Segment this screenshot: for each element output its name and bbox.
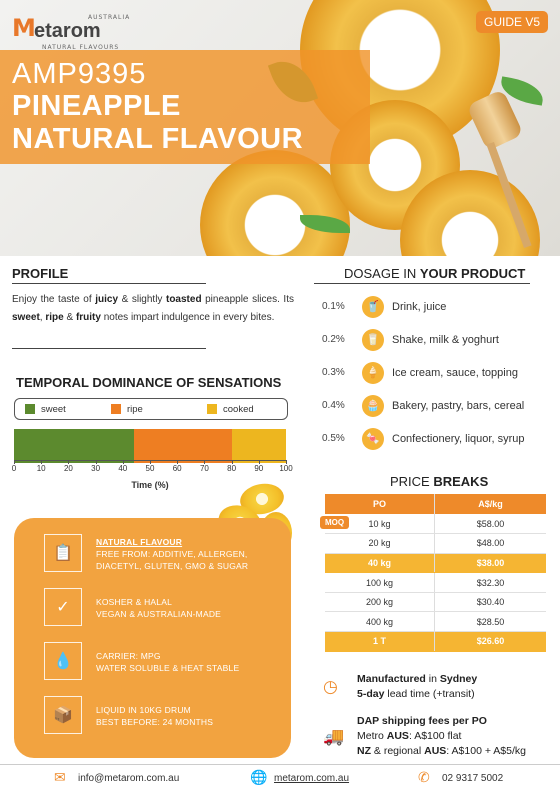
footer-rule	[0, 764, 560, 765]
product-code: AMP9395	[12, 58, 147, 90]
tds-x-tick-label: 70	[199, 464, 209, 473]
manufacture-info: Manufactured in Sydney 5-day lead time (+transit)	[357, 673, 478, 700]
feature-line: WATER SOLUBLE & HEAT STABLE	[96, 663, 240, 673]
product-title: PINEAPPLE NATURAL FLAVOUR	[12, 90, 304, 155]
price-row	[325, 632, 546, 652]
price-row	[325, 553, 546, 573]
website-link[interactable]: metarom.com.au	[274, 773, 350, 784]
feature-line: KOSHER & HALAL	[96, 597, 173, 607]
profile-heading: PROFILE	[12, 266, 69, 281]
dosage-label: Shake, milk & yoghurt	[392, 334, 499, 346]
package-icon: 📦	[44, 696, 82, 734]
profile-text	[12, 291, 294, 326]
price-value: $26.60	[435, 632, 547, 652]
price-row	[325, 592, 546, 612]
cupcake-icon: 🧁	[362, 395, 384, 417]
legend-label-ripe: ripe	[127, 404, 143, 415]
price-value: $58.00	[435, 514, 547, 534]
profile-text-segment: &	[63, 311, 76, 323]
price-po: 200 kg	[325, 592, 435, 612]
candy-icon: 🍬	[362, 428, 384, 450]
tds-x-tick-label: 40	[118, 464, 128, 473]
price-value: $38.00	[435, 553, 547, 573]
tds-x-tick-label: 20	[63, 464, 73, 473]
tds-x-tick-label: 10	[36, 464, 46, 473]
tds-bar-ripe	[134, 429, 232, 463]
price-row	[325, 573, 546, 593]
price-po: 400 kg	[325, 612, 435, 632]
checkmark-icon: ✓	[44, 588, 82, 626]
feature-line: DIACETYL, GLUTEN, GMO & SUGAR	[96, 561, 249, 571]
metarom-logo: M etarom AUSTRALIA NATURAL FLAVOURS	[12, 14, 131, 51]
tds-legend	[14, 398, 288, 420]
tds-x-axis	[14, 460, 286, 461]
dosage-row	[322, 296, 552, 320]
dosage-percent: 0.3%	[322, 367, 345, 378]
profile-text-segment: fruity	[75, 311, 101, 323]
tds-x-tick-label: 60	[172, 464, 182, 473]
tds-x-tick-label: 90	[254, 464, 264, 473]
profile-text-segment: pineapple slices. Its	[201, 294, 294, 305]
legend-label-cooked: cooked	[223, 404, 254, 415]
shipping-info: DAP shipping fees per PO Metro AUS: A$100 flat NZ & regional AUS: A$100 + A$5/kg	[357, 715, 526, 757]
dosage-label: Bakery, pastry, bars, cereal	[392, 400, 525, 412]
truck-icon: 🚚	[323, 727, 345, 747]
dosage-row	[322, 395, 552, 419]
profile-text-segment: Enjoy the taste of	[12, 294, 96, 305]
feature-heading: NATURAL FLAVOUR	[96, 537, 183, 547]
profile-text-segment: & slightly	[118, 294, 166, 305]
dosage-percent: 0.1%	[322, 301, 345, 312]
dosage-label: Confectionery, liquor, syrup	[392, 433, 525, 445]
feature-text	[96, 650, 239, 674]
profile-text-segment: sweet	[12, 311, 40, 323]
price-table	[325, 494, 546, 652]
dosage-percent: 0.5%	[322, 433, 345, 444]
tds-x-tick-label: 100	[279, 464, 293, 473]
legend-label-sweet: sweet	[41, 404, 66, 415]
dosage-heading: DOSAGE IN YOUR PRODUCT	[344, 266, 526, 281]
legend-swatch-cooked	[207, 404, 217, 414]
profile-text-segment: toasted	[165, 294, 202, 305]
tds-heading: TEMPORAL DOMINANCE OF SENSATIONS	[16, 375, 282, 390]
profile-text-segment: notes impart indulgence in every bites.	[100, 311, 275, 323]
dosage-row	[322, 329, 552, 353]
tds-x-tick-label: 80	[227, 464, 237, 473]
price-value: $48.00	[435, 534, 547, 554]
price-table-header	[325, 494, 546, 514]
profile-text-segment: ,	[39, 311, 46, 323]
profile-rule	[12, 283, 206, 284]
feature-line: FREE FROM: ADDITIVE, ALLERGEN,	[96, 549, 248, 559]
price-row	[325, 612, 546, 632]
legend-swatch-ripe	[111, 404, 121, 414]
price-po: 20 kg	[325, 534, 435, 554]
tds-x-tick-label: 30	[91, 464, 101, 473]
profile-text-segment: ripe	[45, 311, 64, 323]
price-po: 10 kg	[325, 514, 435, 534]
email-icon: ✉	[54, 770, 66, 786]
globe-icon: 🌐	[250, 770, 268, 786]
guide-version-badge: GUIDE V5	[476, 11, 548, 33]
price-po: 100 kg	[325, 573, 435, 593]
cup-icon: 🥤	[362, 296, 384, 318]
feature-line: VEGAN & AUSTRALIAN-MADE	[96, 609, 222, 619]
tds-bar-sweet	[14, 429, 134, 463]
dosage-percent: 0.4%	[322, 400, 345, 411]
price-po: 1 T	[325, 632, 435, 652]
clock-icon: ◷	[323, 677, 338, 697]
price-value: $32.30	[435, 573, 547, 593]
dosage-percent: 0.2%	[322, 334, 345, 345]
phone-number: 02 9317 5002	[442, 773, 504, 784]
feature-text	[96, 536, 248, 572]
feature-text	[96, 704, 213, 728]
profile-rule-bottom	[12, 348, 206, 349]
price-row	[325, 534, 546, 554]
feature-text	[96, 596, 221, 620]
dosage-row	[322, 428, 552, 452]
droplet-icon: 💧	[44, 642, 82, 680]
dosage-label: Drink, juice	[392, 301, 447, 313]
legend-swatch-sweet	[25, 404, 35, 414]
ice-cream-icon: 🍦	[362, 362, 384, 384]
profile-text-segment: juicy	[95, 294, 119, 305]
email-link[interactable]: info@metarom.com.au	[78, 773, 180, 784]
tds-x-axis-title: Time (%)	[131, 480, 169, 490]
dosage-row	[322, 362, 552, 386]
dosage-rule	[314, 283, 530, 284]
col-price: A$/kg	[435, 494, 547, 514]
price-heading: PRICE BREAKS	[390, 474, 489, 489]
feature-line: CARRIER: MPG	[96, 651, 161, 661]
features-panel	[14, 518, 291, 758]
tds-x-tick-label: 50	[145, 464, 155, 473]
moq-badge: MOQ	[320, 516, 349, 529]
price-value: $28.50	[435, 612, 547, 632]
feature-line: LIQUID IN 10KG DRUM	[96, 705, 191, 715]
col-po: PO	[325, 494, 435, 514]
price-po: 40 kg	[325, 553, 435, 573]
price-row	[325, 514, 546, 534]
dosage-label: Ice cream, sauce, topping	[392, 367, 518, 379]
tds-bar-cooked	[232, 429, 286, 463]
phone-icon: ✆	[418, 770, 430, 786]
milkshake-icon: 🥛	[362, 329, 384, 351]
price-value: $30.40	[435, 592, 547, 612]
feature-line: BEST BEFORE: 24 MONTHS	[96, 717, 214, 727]
tds-x-tick-label: 0	[11, 464, 17, 473]
clipboard-icon: 📋	[44, 534, 82, 572]
